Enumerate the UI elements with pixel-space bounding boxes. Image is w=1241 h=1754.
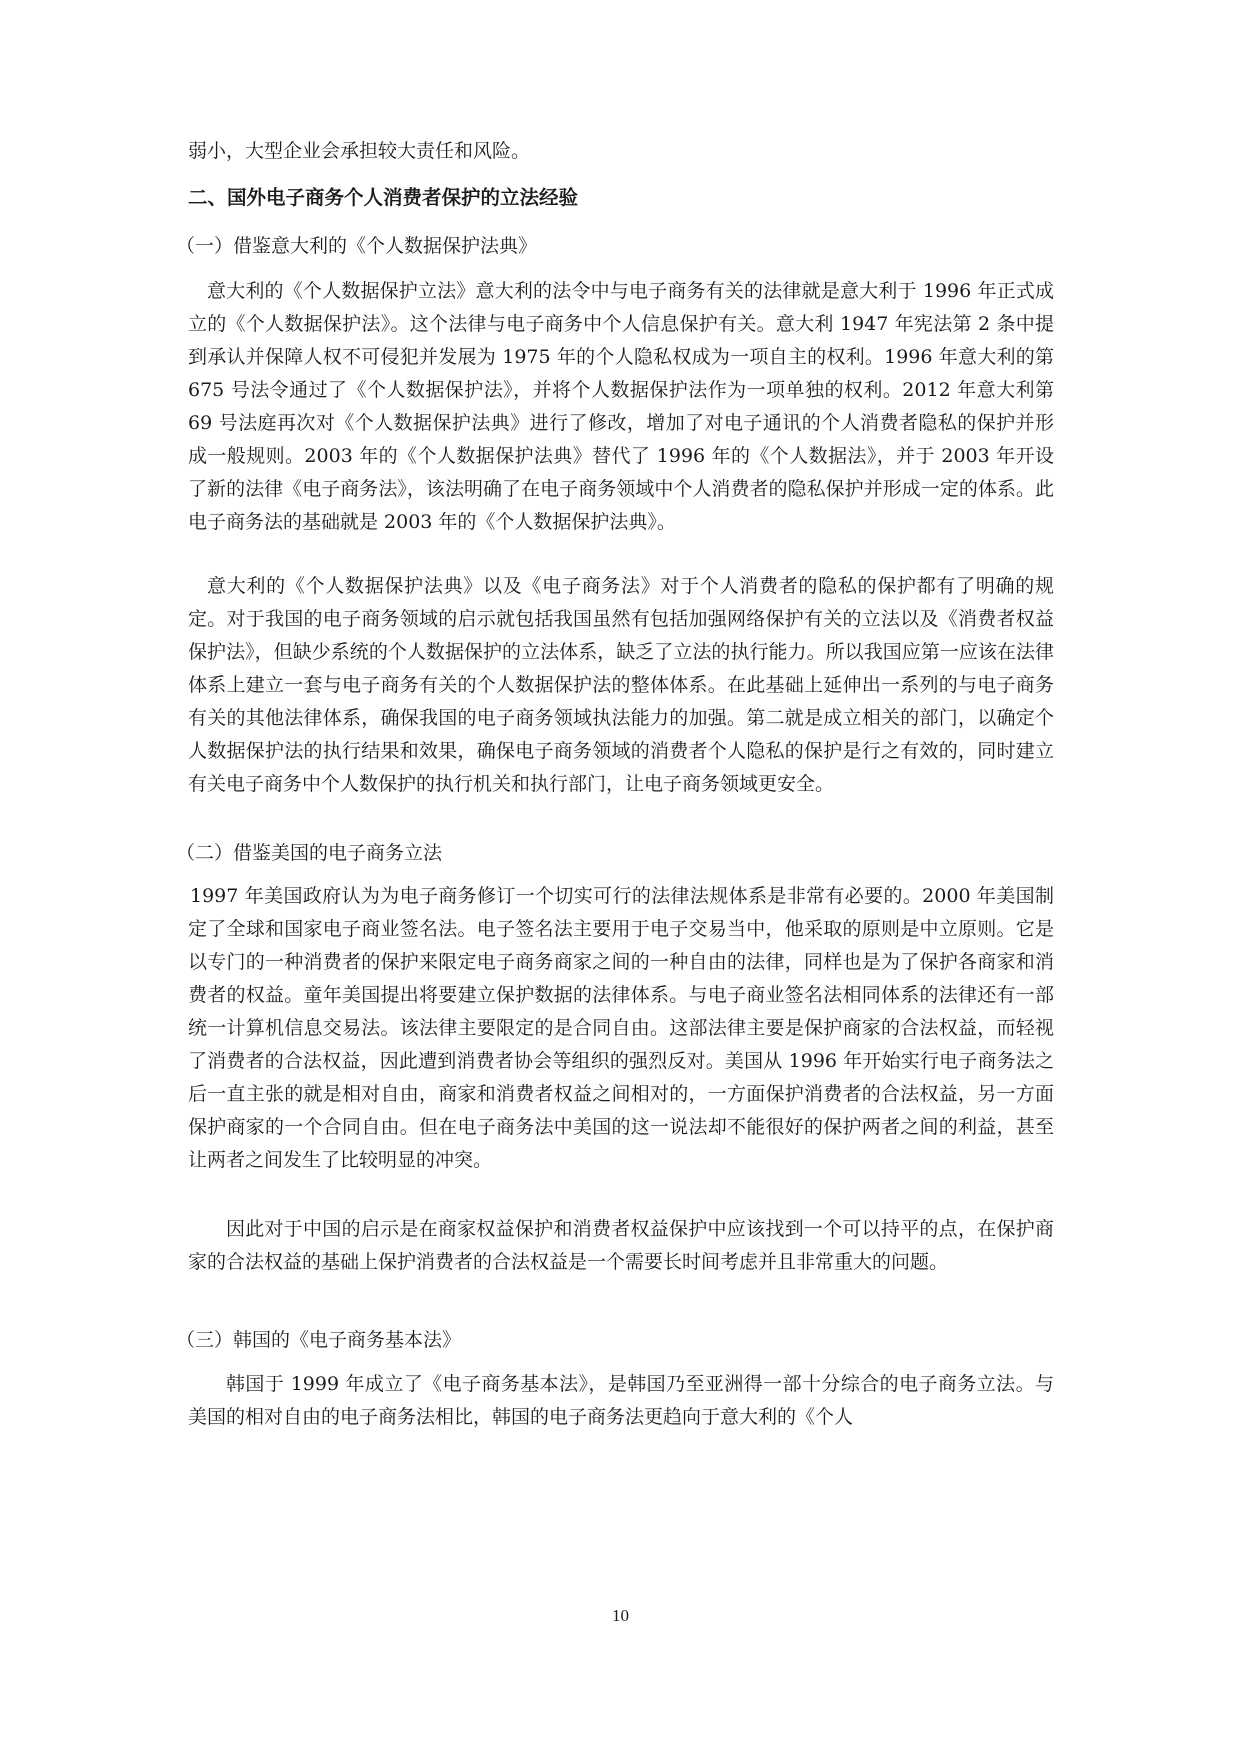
page-number: 10 (612, 1606, 629, 1625)
paragraph-usa-1: 1997 年美国政府认为为电子商务修订一个切实可行的法律法规体系是非常有必要的。2000 年美国制定了全球和国家电子商业签名法。电子签名法主要用于电子交易当中，他采取的原则是中立原则。它是以专门的一种消费者的保护来限定电子商务商家之间的一种自由的法律，同样也是为了保护各商家和消费者的权益。童年美国提出将要建立保护数据的法律体系。与电子商业签名法相同体系的法律还有一部统一计算机信息交易法。该法律主要限定的是合同自由。这部法律主要是保护商家的合法权益，而轻视了消费者的合法权益，因此遭到消费者协会等组织的强烈反对。美国从 1996 年开始实行电子商务法之后一直主张的就是相对自由，商家和消费者权益之间相对的，一方面保护消费者的合法权益，另一方面保护商家的一个合同自由。但在电子商务法中美国的这一说法却不能很好的保护两者之间的利益，甚至让两者之间发生了比较明显的冲突。 (188, 885, 1054, 1171)
subsection-heading-usa: （二）借鉴美国的电子商务立法 (176, 842, 443, 864)
paragraph-italy-1: 意大利的《个人数据保护立法》意大利的法令中与电子商务有关的法律就是意大利于 1996 年正式成立的《个人数据保护法》。这个法律与电子商务中个人信息保护有关。意大利 1947 年宪法第 2 条中提到承认并保障人权不可侵犯并发展为 1975 年的个人隐私权成为一项自主的权利。1996 年意大利的第 675 号法令通过了《个人数据保护法》，并将个人数据保护法作为一项单独的权利。2012 年意大利第 69 号法庭再次对《个人数据保护法典》进行了修改，增加了对电子通讯的个人消费者隐私的保护并形成一般规则。2003 年的《个人数据保护法典》替代了 1996 年的《个人数据法》，并于 2003 年开设了新的法律《电子商务法》，该法明确了在电子商务领域中个人消费者的隐私保护并形成一定的体系。此电子商务法的基础就是 2003 年的《个人数据保护法典》。 (188, 280, 1054, 533)
paragraph-korea-1: 韩国于 1999 年成立了《电子商务基本法》，是韩国乃至亚洲得一部十分综合的电子商务立法。与美国的相对自由的电子商务法相比，韩国的电子商务法更趋向于意大利的《个人 (188, 1373, 1054, 1428)
subsection-heading-italy: （一）借鉴意大利的《个人数据保护法典》 (176, 235, 538, 257)
opening-line: 弱小，大型企业会承担较大责任和风险。 (188, 140, 531, 162)
paragraph-italy-2: 意大利的《个人数据保护法典》以及《电子商务法》对于个人消费者的隐私的保护都有了明确的规定。对于我国的电子商务领域的启示就包括我国虽然有包括加强网络保护有关的立法以及《消费者权益保护法》，但缺少系统的个人数据保护的立法体系，缺乏了立法的执行能力。所以我国应第一应该在法律体系上建立一套与电子商务有关的个人数据保护法的整体体系。在此基础上延伸出一系列的与电子商务有关的其他法律体系，确保我国的电子商务领域执法能力的加强。第二就是成立相关的部门，以确定个人数据保护法的执行结果和效果，确保电子商务领域的消费者个人隐私的保护是行之有效的，同时建立有关电子商务中个人数保护的执行机关和执行部门，让电子商务领域更安全。 (188, 575, 1054, 795)
section-heading: 二、国外电子商务个人消费者保护的立法经验 (188, 186, 579, 209)
paragraph-usa-2: 因此对于中国的启示是在商家权益保护和消费者权益保护中应该找到一个可以持平的点，在保护商家的合法权益的基础上保护消费者的合法权益是一个需要长时间考虑并且非常重大的问题。 (188, 1218, 1054, 1273)
subsection-heading-korea: （三）韩国的《电子商务基本法》 (176, 1329, 462, 1351)
